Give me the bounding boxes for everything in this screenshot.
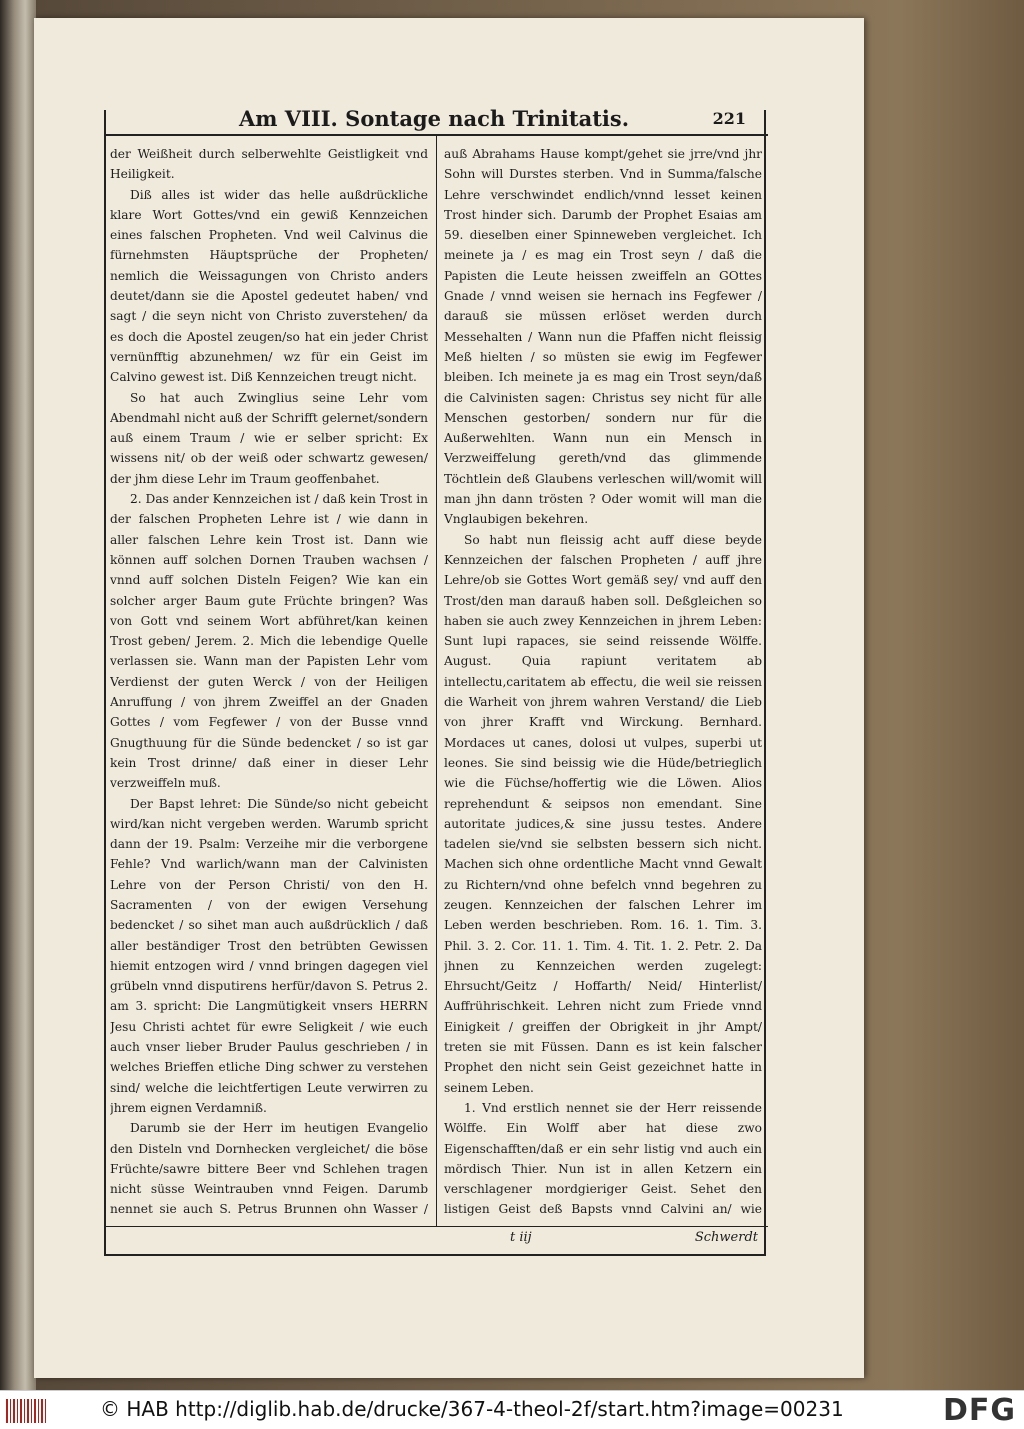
- dfg-logo: DFG: [942, 1393, 1016, 1428]
- paragraph: Diß alles ist wider das helle außdrückliche klare Wort Gottes/vnd ein gewiß Kennzeichen eines falschen Propheten. Vnd weil Calvinus die fürnehmsten Häuptsprüche der Propheten/ nemlich die Weissagungen von Christo anders deutet/dann sie die Apostel gedeutet haben/ vnd sagt / die seyn nicht von Christo zuverstehen/ da es doch die Apostel zeugen/so hat ein jeder Christ vernünfftig abzunehmen/ wz für ein Geist im Calvino gewest ist. Diß Kennzeichen treugt nicht.: [110, 187, 428, 385]
- paragraph: Darumb sie der Herr im heutigen Evangelio den Disteln vnd Dornhecken vergleichet/ die böse Früchte/sawre bittere Beer vnd Schlehen tragen nicht süsse Weintrauben vnnd Feigen. Darumb nennet sie auch S. Petrus Brunnen ohn Wasser /: [110, 1121, 428, 1217]
- book-edge: [0, 0, 36, 1390]
- paragraph: auß Abrahams Hause kompt/gehet sie jrre/vnd jhr Sohn will Durstes sterben. Vnd in Summa/falsche Lehre verschwindet endlich/vnnd lesset keinen Trost hinder sich. Darumb der Prophet Esaias am 59. dieselben einer Spinneweben vergleichet. Ich meinete ja / es mag ein Trost seyn / daß die Papisten die Leute heissen zweiffeln an GOttes Gnade / vnnd weisen sie hernach ins Fegfewer / darauß sie müssen erlöset werden durch Messehalten / Wann nun die Pfaffen nicht fleissig Meß hielten / so müsten sie ewig im Fegfewer bleiben. Ich meinete ja es mag ein Trost seyn/daß die Calvinisten sagen: Christus sey nicht für alle Menschen gestorben/ sondern nur für die Außerwehlten. Wann nun ein Mensch in Verzweiffelung gereth/vnd das glimmende Töchtlein deß Glaubens verleschen will/womit will man jhn dann trösten ? Oder womit will man die Vnglaubigen bekehren.: [444, 147, 762, 527]
- column-divider: [436, 136, 437, 1226]
- running-title: Am VIII. Sontage nach Trinitatis.: [238, 106, 630, 131]
- viewer-footer: [0, 1390, 1024, 1429]
- paragraph: 1. Vnd erstlich nennet sie der Herr reissende Wölffe. Ein Wolff aber hat diese zwo Eigenschafften/daß er ein sehr listig vnd auch ein mördisch Thier. Nun ist in allen Ketzern ein verschlagener mordgieriger Geist. Sehet den listigen Geist deß Bapsts vnnd Calvini an/ wie: [444, 1100, 762, 1217]
- barcode-icon: [6, 1399, 46, 1423]
- running-head: [106, 106, 768, 134]
- signature-mark: t iij: [510, 1230, 532, 1245]
- footer-source-link[interactable]: © HAB http://diglib.hab.de/drucke/367-4-theol-2f/start.htm?image=00231: [100, 1397, 844, 1421]
- book-page: [34, 18, 864, 1378]
- paragraph: der Weißheit durch selberwehlte Geistligkeit vnd Heiligkeit.: [110, 147, 428, 182]
- paragraph: So habt nun fleissig acht auff diese beyde Kennzeichen der falschen Propheten / auff jhre Lehre/ob sie Gottes Wort gemäß sey/ vnd auff den Trost/den man darauß haben soll. Deßgleichen so haben sie auch zwey Kennzeichen in jhrem Leben: Sunt lupi rapaces, sie seind reissende Wölffe. August. Quia rapiunt veritatem ab intellectu,caritatem ab effectu, die weil sie reissen die Warheit von jhrem wahren Verstand/ die Lieb von jhrer Krafft vnd Wirckung. Bernhard. Mordaces ut canes, dolosi ut vulpes, superbi ut leones. Sie sind beissig wie die Hüde/betrieglich wie die Füchse/hoffertig wie die Löwen. Alios reprehendunt & seipsos non emendant. Sine autoritate judices,& sine jussu testes. Andere tadelen sie/vnd sie selbsten bessern sich nicht. Machen sich ohne ordentliche Macht vnnd Gewalt zu Richtern/vnd ohne befelch vnnd begehren zu zeugen. Kennzeichen der falschen Lehrer im Leben werden beschrieben. Rom. 16. 1. Tim. 3. Phil. 3. 2. Cor. 11. 1. Tim. 4. Tit. 1. 2. Petr. 2. Da jhnen zu Kennzeichen werden zugelegt: Ehrsucht/Geitz / Hoffarth/ Neid/ Hinterlist/ Auffrührischkeit. Lehren nicht zum Friede vnnd Einigkeit / greiffen der Obrigkeit in jhr Ampt/ treten sie mit Füssen. Dann es ist kein falscher Prophet den nicht sein Geist gezeichnet hatte in seinem Leben.: [444, 532, 762, 1095]
- text-frame: [104, 106, 766, 1256]
- footer-rule: [106, 1226, 768, 1227]
- paragraph: So hat auch Zwinglius seine Lehr vom Abendmahl nicht auß der Schrifft gelernet/sondern auß einem Traum / wie er selber spricht: Ex wissens nit/ ob der weiß oder schwartz gewesen/ der jhm diese Lehr im Traum geoffenbahet.: [110, 390, 428, 486]
- folio-number: 221: [712, 109, 746, 128]
- catchword: Schwerdt: [694, 1230, 758, 1245]
- right-column: [444, 144, 762, 1224]
- left-column: [110, 144, 428, 1224]
- header-rule: [106, 134, 768, 136]
- paragraph: Der Bapst lehret: Die Sünde/so nicht gebeicht wird/kan nicht vergeben werden. Warumb spricht dann der 19. Psalm: Verzeihe mir die verborgene Fehle? Vnd warlich/wann man der Calvinisten Lehre von der Person Christi/ von den H. Sacramenten / von der ewigen Versehung bedencket / so sihet man auch außdrücklich / daß aller beständiger Trost den betrübten Gewissen hiemit entzogen wird / vnnd bringen dagegen viel grübeln vnnd disputirens herfür/davon S. Petrus 2. am 3. spricht: Die Langmütigkeit vnsers HERRN Jesu Christi achtet für ewre Seligkeit / wie euch auch vnser lieber Bruder Paulus geschrieben / in welches Brieffen etliche Ding schwer zu verstehen sind/ welche die leichtfertigen Leute verwirren zu jhrem eignen Verdamniß.: [110, 796, 428, 1115]
- paragraph: 2. Das ander Kennzeichen ist / daß kein Trost in der falschen Propheten Lehre ist / wie dann in aller falschen Lehre kein Trost ist. Dann wie können auff solchen Dornen Trauben wachsen / vnnd auff solchen Disteln Feigen? Wie kan ein solcher arger Baum gute Früchte bringen? Was von Gott vnd seinem Wort abführet/kan keinen Trost geben/ Jerem. 2. Mich die lebendige Quelle verlassen sie. Wann man der Papisten Lehr vom Verdienst der guten Werck / von der Heiligen Anruffung / von jhrem Zweiffel an der Gnaden Gottes / vom Fegfewer / von der Busse vnnd Gnugthuung für die Sünde bedencket / so ist gar kein Trost drinne/ daß einer in dieser Lehr verzweiffeln muß.: [110, 492, 428, 791]
